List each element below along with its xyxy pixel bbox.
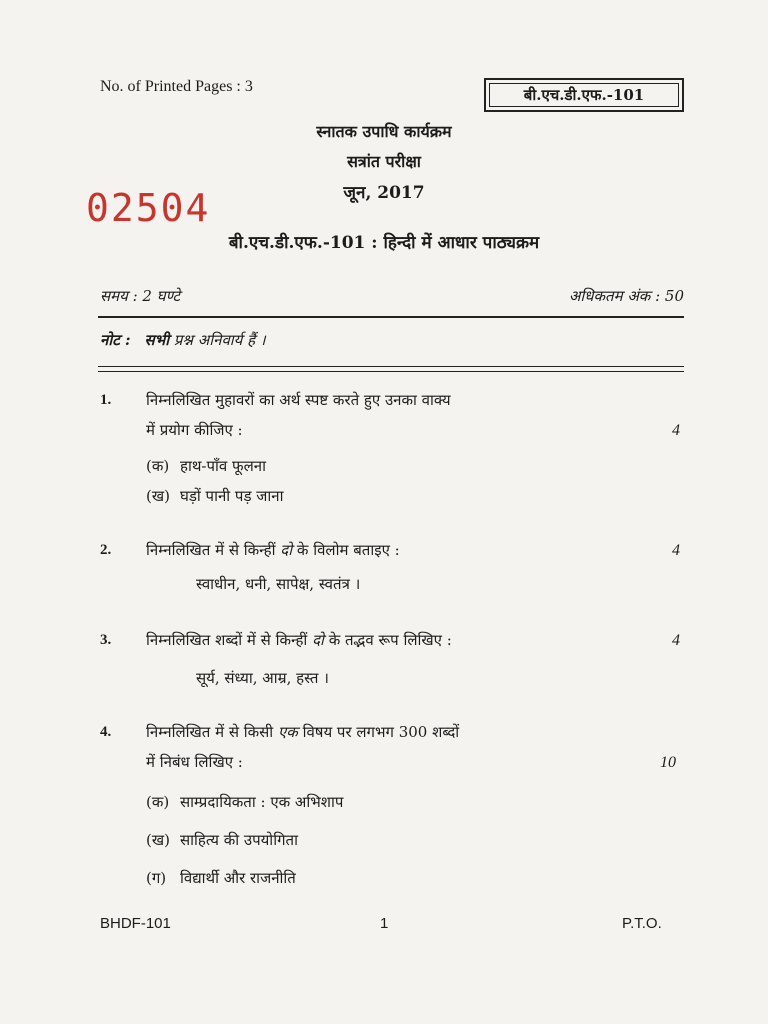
note-label: नोट : — [100, 331, 131, 349]
question-3-text-emphasis: दो — [312, 631, 324, 649]
footer-course-code: BHDF-101 — [100, 915, 171, 932]
option-text: हाथ-पाँव फूलना — [180, 457, 266, 475]
course-code: बी.एच.डी.एफ.-101 — [489, 83, 679, 107]
course-code-box — [484, 78, 684, 112]
option-label: (क) — [146, 793, 170, 811]
question-2-text-post: के विलोम बताइए : — [292, 541, 400, 559]
option-text: साम्प्रदायिकता : एक अभिशाप — [180, 793, 344, 811]
question-2-number: 2. — [100, 542, 112, 558]
question-1-text-line1: निम्नलिखित मुहावरों का अर्थ स्पष्ट करते हुए उनका वाक्य — [146, 391, 451, 409]
option-text: घड़ों पानी पड़ जाना — [180, 487, 284, 505]
question-1-number: 1. — [100, 392, 112, 408]
question-1-option — [146, 486, 283, 506]
question-3-text-pre: निम्नलिखित शब्दों में से किन्हीं — [146, 631, 313, 649]
programme-title: स्नातक उपाधि कार्यक्रम — [316, 122, 452, 141]
question-4-option — [146, 830, 298, 850]
question-4-text-emphasis: एक — [277, 723, 298, 741]
question-4-text-post: विषय पर लगभग 300 शब्दों — [297, 723, 460, 741]
question-2-words: स्वाधीन, धनी, सापेक्ष, स्वतंत्र । — [196, 575, 361, 593]
question-3-words: सूर्य, संध्या, आम्र, हस्त । — [196, 669, 329, 687]
question-2-text — [146, 540, 400, 560]
question-2-marks: 4 — [672, 542, 680, 559]
question-4-text-pre: निम्नलिखित में से किसी — [146, 723, 278, 741]
question-4-text-line2: में निबंध लिखिए : — [146, 753, 243, 771]
stamp-number: 02504 — [86, 186, 211, 230]
option-label: (ख) — [146, 831, 170, 849]
please-turn-over: P.T.O. — [622, 915, 662, 932]
divider — [98, 316, 684, 318]
option-label: (ख) — [146, 487, 170, 505]
question-2-text-emphasis: दो — [280, 541, 293, 559]
question-3-text — [146, 630, 452, 650]
question-4-number: 4. — [100, 724, 112, 740]
question-1-text-line2: में प्रयोग कीजिए : — [146, 421, 243, 439]
question-1-marks: 4 — [672, 422, 680, 439]
option-label: (ग) — [146, 869, 167, 887]
option-text: विद्यार्थी और राजनीति — [180, 869, 296, 887]
option-label: (क) — [146, 457, 170, 475]
exam-duration: समय : 2 घण्टे — [100, 287, 181, 305]
course-title: बी.एच.डी.एफ.-101 : हिन्दी में आधार पाठ्यक्रम — [228, 233, 540, 253]
divider — [98, 371, 684, 372]
question-3-text-post: के तद्भव रूप लिखिए : — [323, 631, 452, 649]
maximum-marks: अधिकतम अंक : 50 — [568, 287, 684, 305]
divider — [98, 366, 684, 367]
instructions-note — [100, 330, 266, 350]
note-emphasis: सभी — [144, 331, 170, 349]
note-text: प्रश्न अनिवार्य हैं । — [169, 331, 266, 349]
question-1-option — [146, 456, 266, 476]
question-4-marks: 10 — [660, 754, 676, 771]
exam-session: जून, 2017 — [343, 183, 425, 203]
printed-pages-count: No. of Printed Pages : 3 — [100, 78, 253, 95]
option-text: साहित्य की उपयोगिता — [180, 831, 298, 849]
question-2-text-pre: निम्नलिखित में से किन्हीं — [146, 541, 281, 559]
question-3-marks: 4 — [672, 632, 680, 649]
question-3-number: 3. — [100, 632, 112, 648]
question-4-option — [146, 792, 343, 812]
exam-title: सत्रांत परीक्षा — [347, 152, 421, 171]
question-4-option — [146, 868, 296, 888]
page-number: 1 — [380, 915, 389, 932]
question-4-text-line1 — [146, 722, 459, 742]
